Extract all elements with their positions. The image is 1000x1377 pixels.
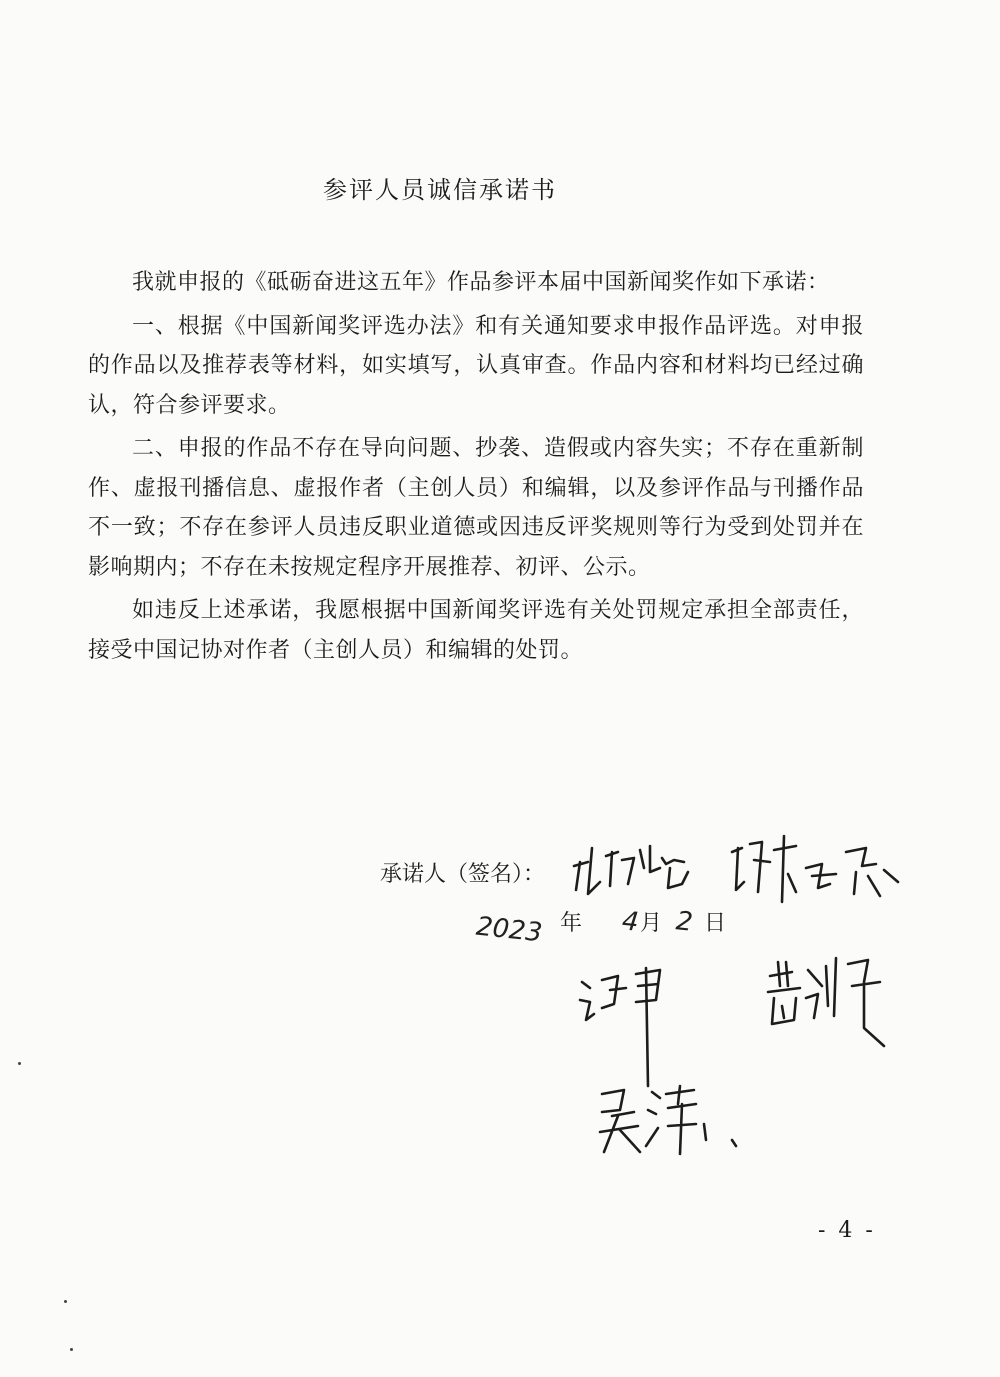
scan-speck: [70, 1348, 73, 1351]
scan-speck: [18, 1062, 21, 1065]
scan-speck: [64, 1300, 67, 1303]
handwritten-signature-5: [594, 1080, 754, 1160]
date-day-handwritten: 2: [674, 906, 695, 938]
handwritten-signature-1: [566, 838, 716, 908]
date-year-label: 年: [560, 911, 583, 936]
date-day-label: 日: [704, 911, 727, 936]
date-month-label: 月: [640, 911, 663, 936]
document-title: 参评人员诚信承诺书: [323, 176, 557, 204]
date-year-handwritten: 2023: [474, 911, 544, 949]
paragraph-clause-1: 一、根据《中国新闻奖评选办法》和有关通知要求申报作品评选。对申报的作品以及推荐表等材料，如实填写，认真审查。作品内容和材料均已经过确认，符合参评要求。: [88, 313, 864, 418]
paragraph-intro: 我就申报的《砥砺奋进这五年》作品参评本届中国新闻奖作如下承诺：: [132, 270, 830, 295]
paragraph-clause-2: 二、申报的作品不存在导向问题、抄袭、造假或内容失实；不存在重新制作、虚报刊播信息、虚报作者（主创人员）和编辑，以及参评作品与刊播作品不一致；不存在参评人员违反职业道德或因违反评奖规则等行为受到处罚并在影响期内；不存在未按规定程序开展推荐、初评、公示。: [88, 436, 864, 580]
paragraph-violation: 如违反上述承诺，我愿根据中国新闻奖评选有关处罚规定承担全部责任，接受中国记协对作者（主创人员）和编辑的处罚。: [88, 598, 864, 663]
document-body: [88, 263, 864, 674]
handwritten-signature-4: [760, 946, 900, 1056]
handwritten-signature-3: [576, 960, 696, 1090]
handwritten-signature-2: [726, 832, 906, 922]
page-number: - 4 -: [818, 1218, 876, 1243]
date-month-handwritten: 4: [620, 906, 641, 938]
signature-label: 承诺人（签名）：: [380, 862, 546, 887]
